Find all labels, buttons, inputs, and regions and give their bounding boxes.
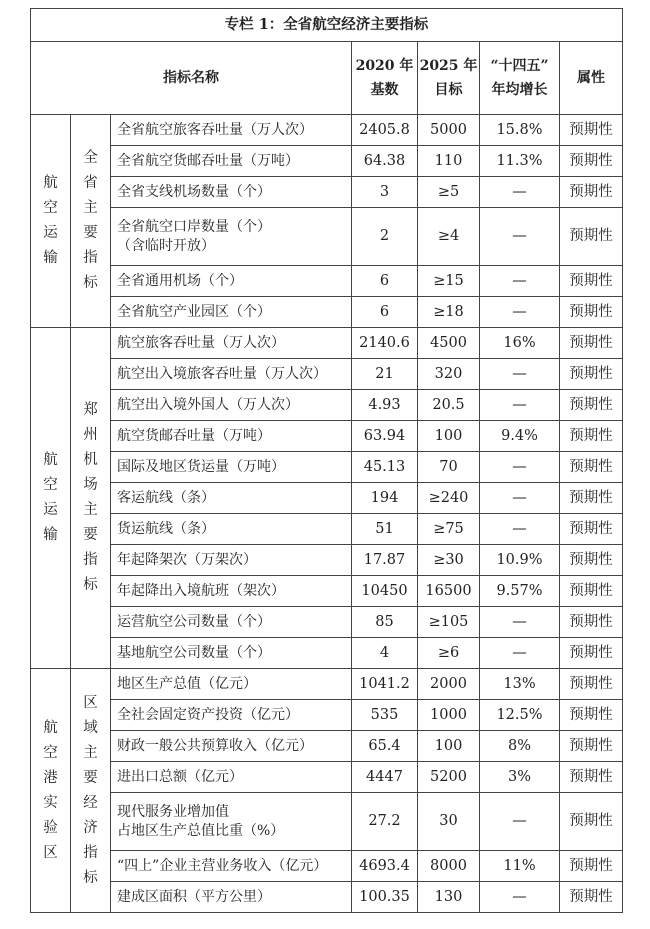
section-sublabel [71,115,111,328]
indicator-name-line: 全省航空货邮吞吐量（万吨） [117,152,299,169]
indicator-name-line: 运营航空公司数量（个） [117,613,271,630]
base-value-cell: 2405.8 [352,115,418,146]
base-value-cell: 4 [352,638,418,669]
indicator-name-cell [111,177,352,208]
base-value-cell: 51 [352,514,418,545]
table-row [31,882,623,913]
attribute-cell: 预期性 [560,328,623,359]
section-label [31,328,71,669]
indicator-name-line: 年起降出入境航班（架次） [117,582,285,599]
growth-value-cell: — [480,266,560,297]
indicator-name-cell [111,483,352,514]
indicator-name-cell [111,669,352,700]
target-value-cell: 70 [418,452,480,483]
base-value-cell: 27.2 [352,793,418,851]
indicator-name-cell [111,266,352,297]
growth-value-cell: 12.5% [480,700,560,731]
base-value-cell: 3 [352,177,418,208]
table-row [31,545,623,576]
target-value-cell: ≥75 [418,514,480,545]
table-row [31,576,623,607]
table-row [31,421,623,452]
section-label-text: 航空运输 [43,452,58,543]
growth-value-cell: — [480,483,560,514]
indicator-name-cell [111,297,352,328]
header-annual-growth-line2: 年均增长 [491,82,548,98]
growth-value-cell: 16% [480,328,560,359]
target-value-cell: ≥240 [418,483,480,514]
table-row [31,514,623,545]
base-value-cell: 65.4 [352,731,418,762]
indicator-table-document [30,8,623,913]
table-row [31,669,623,700]
table-row [31,793,623,851]
base-value-cell: 45.13 [352,452,418,483]
growth-value-cell: 3% [480,762,560,793]
growth-value-cell: — [480,177,560,208]
table-row [31,762,623,793]
growth-value-cell: — [480,638,560,669]
base-value-cell: 85 [352,607,418,638]
target-value-cell: ≥30 [418,545,480,576]
indicator-name-line: 全省通用机场（个） [117,272,243,289]
indicator-name-line: （含临时开放） [117,237,215,254]
target-value-cell: 8000 [418,851,480,882]
base-value-cell: 4693.4 [352,851,418,882]
table-row [31,851,623,882]
table-row [31,638,623,669]
target-value-cell: 4500 [418,328,480,359]
indicator-name-cell [111,146,352,177]
base-value-cell: 10450 [352,576,418,607]
target-value-cell: ≥18 [418,297,480,328]
table-row [31,177,623,208]
indicator-name-line: 全省航空旅客吞吐量（万人次） [117,121,313,138]
base-value-cell: 2140.6 [352,328,418,359]
indicator-name-line: 航空货邮吞吐量（万吨） [117,427,271,444]
table-row [31,390,623,421]
table-row [31,115,623,146]
growth-value-cell: — [480,514,560,545]
indicator-name-line: 地区生产总值（亿元） [117,675,257,692]
indicator-name-cell [111,545,352,576]
target-value-cell: 5200 [418,762,480,793]
section-sublabel-text: 郑州机场主要指标 [83,402,98,593]
table-row [31,297,623,328]
attribute-cell: 预期性 [560,359,623,390]
base-value-cell: 17.87 [352,545,418,576]
section-sublabel [71,328,111,669]
target-value-cell: 16500 [418,576,480,607]
base-value-cell: 21 [352,359,418,390]
base-value-cell: 1041.2 [352,669,418,700]
attribute-cell: 预期性 [560,266,623,297]
target-value-cell: 1000 [418,700,480,731]
header-annual-growth [480,42,560,115]
growth-value-cell: — [480,297,560,328]
target-value-cell: 20.5 [418,390,480,421]
indicator-name-line: 货运航线（条） [117,520,215,537]
indicator-name-cell [111,514,352,545]
base-value-cell: 535 [352,700,418,731]
indicator-name-cell [111,700,352,731]
base-value-cell: 100.35 [352,882,418,913]
attribute-cell: 预期性 [560,297,623,328]
growth-value-cell: 10.9% [480,545,560,576]
header-base-year-line1: 2020 年 [355,58,414,74]
target-value-cell: ≥6 [418,638,480,669]
attribute-cell: 预期性 [560,882,623,913]
table-row [31,266,623,297]
growth-value-cell: — [480,208,560,266]
indicator-name-line: 全社会固定资产投资（亿元） [117,706,299,723]
header-target-year [418,42,480,115]
header-annual-growth-line1: “十四五” [490,58,549,74]
attribute-cell: 预期性 [560,208,623,266]
growth-value-cell: 9.4% [480,421,560,452]
section-sublabel-text: 区域主要经济指标 [83,694,98,886]
attribute-cell: 预期性 [560,669,623,700]
section-label-text: 航空港实验区 [43,719,58,861]
section-label [31,669,71,913]
section-label-text: 航空运输 [43,175,58,266]
indicator-name-line: 全省航空口岸数量（个） [117,219,271,236]
attribute-cell: 预期性 [560,731,623,762]
growth-value-cell: — [480,793,560,851]
base-value-cell: 6 [352,297,418,328]
header-attribute: 属性 [560,42,623,115]
attribute-cell: 预期性 [560,514,623,545]
target-value-cell: ≥105 [418,607,480,638]
section-sublabel-text: 全省主要指标 [83,150,98,291]
indicator-name-cell [111,851,352,882]
section-sublabel [71,669,111,913]
indicator-name-cell [111,731,352,762]
base-value-cell: 4.93 [352,390,418,421]
indicator-name-cell [111,208,352,266]
base-value-cell: 2 [352,208,418,266]
growth-value-cell: — [480,452,560,483]
growth-value-cell: 13% [480,669,560,700]
target-value-cell: 100 [418,731,480,762]
indicator-name-line: 航空出入境旅客吞吐量（万人次） [117,365,327,382]
indicator-name-line: 基地航空公司数量（个） [117,644,271,661]
indicator-name-line: 航空旅客吞吐量（万人次） [117,334,285,351]
indicator-name-line: 进出口总额（亿元） [117,768,243,785]
target-value-cell: 5000 [418,115,480,146]
indicator-name-line: 财政一般公共预算收入（亿元） [117,737,313,754]
attribute-cell: 预期性 [560,115,623,146]
attribute-cell: 预期性 [560,483,623,514]
indicator-name-cell [111,115,352,146]
table-title: 专栏 1：全省航空经济主要指标 [31,9,623,42]
indicator-name-line: 客运航线（条） [117,489,215,506]
indicator-name-line: 占地区生产总值比重（%） [117,822,285,839]
base-value-cell: 63.94 [352,421,418,452]
attribute-cell: 预期性 [560,146,623,177]
indicator-name-line: 年起降架次（万架次） [117,551,257,568]
growth-value-cell: — [480,607,560,638]
indicator-name-cell [111,452,352,483]
table-row [31,208,623,266]
target-value-cell: 100 [418,421,480,452]
attribute-cell: 预期性 [560,700,623,731]
table-row [31,328,623,359]
indicator-name-line: 全省航空产业园区（个） [117,303,271,320]
indicator-name-line: 建成区面积（平方公里） [117,888,271,905]
target-value-cell: ≥5 [418,177,480,208]
base-value-cell: 6 [352,266,418,297]
attribute-cell: 预期性 [560,638,623,669]
attribute-cell: 预期性 [560,390,623,421]
attribute-cell: 预期性 [560,421,623,452]
target-value-cell: ≥4 [418,208,480,266]
indicator-name-cell [111,328,352,359]
header-row [31,42,623,115]
growth-value-cell: 11.3% [480,146,560,177]
indicator-name-cell [111,576,352,607]
target-value-cell: 110 [418,146,480,177]
target-value-cell: 2000 [418,669,480,700]
growth-value-cell: 9.57% [480,576,560,607]
indicator-name-cell [111,638,352,669]
indicator-name-line: 全省支线机场数量（个） [117,183,271,200]
indicator-name-cell [111,390,352,421]
indicator-name-cell [111,882,352,913]
indicator-table [30,8,623,913]
indicator-name-line: 现代服务业增加值 [117,804,229,821]
header-base-year [352,42,418,115]
attribute-cell: 预期性 [560,545,623,576]
growth-value-cell: — [480,359,560,390]
table-row [31,731,623,762]
indicator-name-cell [111,607,352,638]
table-row [31,700,623,731]
attribute-cell: 预期性 [560,607,623,638]
target-value-cell: 130 [418,882,480,913]
target-value-cell: ≥15 [418,266,480,297]
base-value-cell: 4447 [352,762,418,793]
growth-value-cell: 11% [480,851,560,882]
attribute-cell: 预期性 [560,851,623,882]
indicator-name-cell [111,793,352,851]
indicator-name-line: 航空出入境外国人（万人次） [117,396,299,413]
growth-value-cell: — [480,390,560,421]
growth-value-cell: 15.8% [480,115,560,146]
header-target-year-line1: 2025 年 [419,58,478,74]
table-row [31,483,623,514]
base-value-cell: 64.38 [352,146,418,177]
growth-value-cell: 8% [480,731,560,762]
table-row [31,452,623,483]
base-value-cell: 194 [352,483,418,514]
section-label [31,115,71,328]
table-row [31,359,623,390]
header-indicator-name: 指标名称 [31,42,352,115]
attribute-cell: 预期性 [560,762,623,793]
table-row [31,607,623,638]
indicator-name-line: 国际及地区货运量（万吨） [117,458,285,475]
attribute-cell: 预期性 [560,793,623,851]
indicator-name-cell [111,421,352,452]
attribute-cell: 预期性 [560,576,623,607]
header-target-year-line2: 目标 [434,82,463,98]
indicator-name-cell [111,762,352,793]
indicator-name-cell [111,359,352,390]
target-value-cell: 320 [418,359,480,390]
target-value-cell: 30 [418,793,480,851]
attribute-cell: 预期性 [560,452,623,483]
growth-value-cell: — [480,882,560,913]
indicator-name-line: “四上”企业主营业务收入（亿元） [117,857,328,874]
attribute-cell: 预期性 [560,177,623,208]
table-row [31,146,623,177]
header-base-year-line2: 基数 [370,82,399,98]
